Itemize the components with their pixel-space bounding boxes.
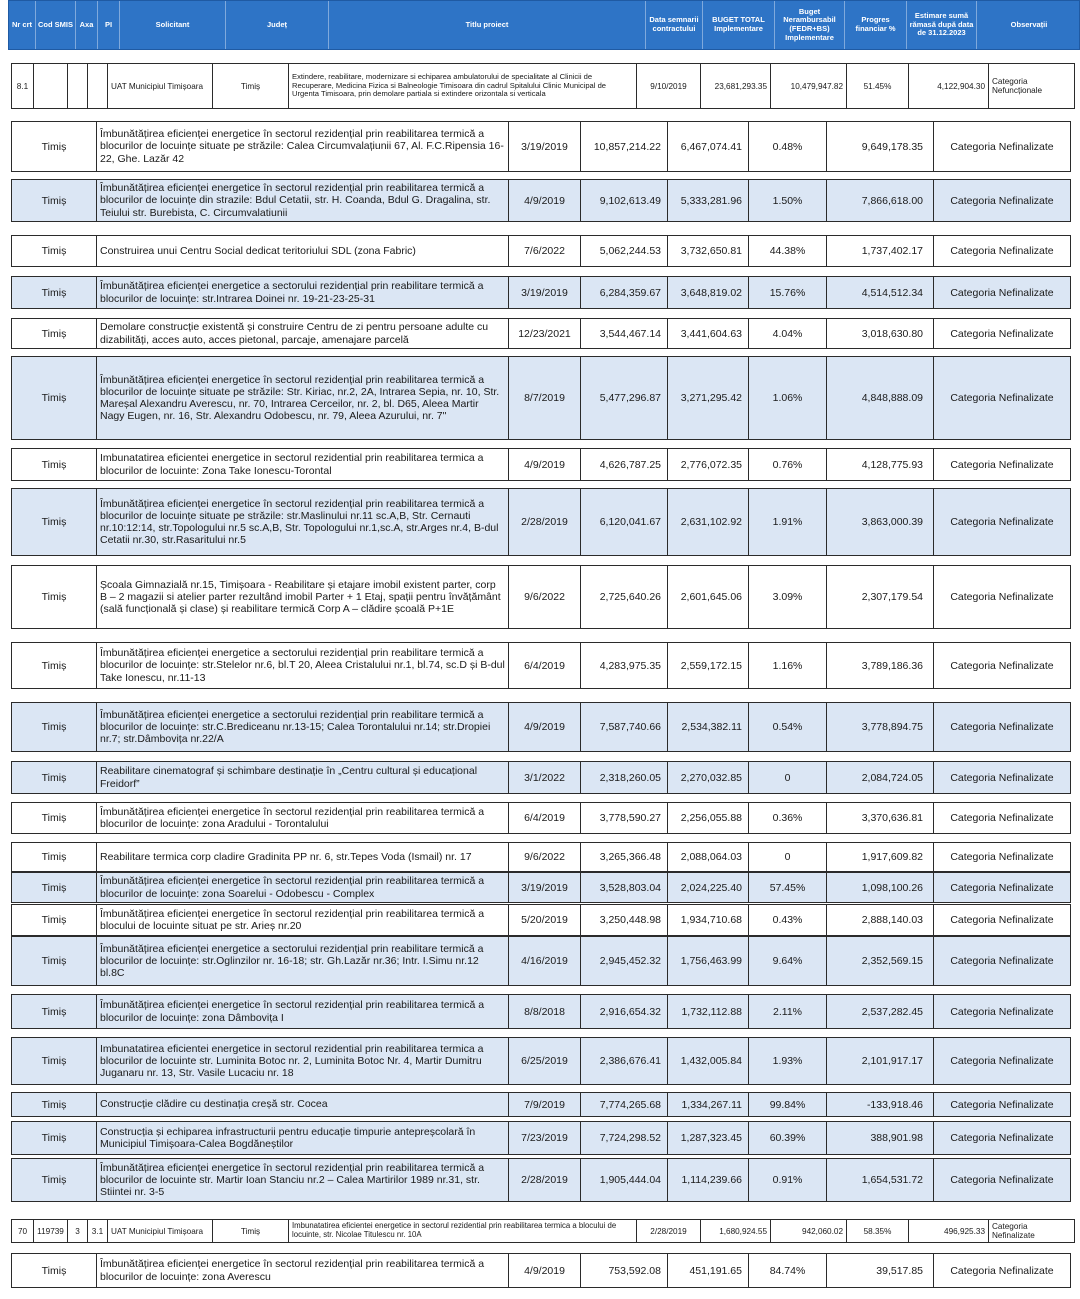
cell-judet: Timiș — [12, 277, 97, 308]
cell-data: 4/9/2019 — [509, 703, 581, 751]
cell-progres: 4.04% — [749, 319, 827, 348]
cell-titlu: Îmbunătățirea eficienței energetice în sectorul rezidențial prin reabilitarea termică a blocurilor de locuințe: zona Dâmbovița I — [97, 995, 509, 1028]
cell-progres: 1.50% — [749, 180, 827, 221]
cell-estimare: 3,789,186.36 — [827, 643, 934, 688]
cell-progres: 0.76% — [749, 449, 827, 480]
cell-estimare: 2,888,140.03 — [827, 905, 934, 935]
cell-neramb: 2,534,382.11 — [668, 703, 749, 751]
cell-titlu: Extindere, reabilitare, modernizare si echiparea ambulatorului de specialitate al Clinicii de Recuperare, Medicina Fizica si Balneologie Timisoara din cadrul Spitalului Clinic Municipal de Urgenta Timisoara, prin demolare partiala si extindere orizontala si verticala — [289, 64, 637, 108]
cell-neramb: 1,732,112.88 — [668, 995, 749, 1028]
column-header: Axa — [76, 1, 98, 49]
cell-buget: 4,626,787.25 — [581, 449, 668, 480]
cell-neramb: 3,441,604.63 — [668, 319, 749, 348]
cell-data: 4/9/2019 — [509, 449, 581, 480]
cell-progres: 1.16% — [749, 643, 827, 688]
cell-estimare: 3,863,000.39 — [827, 489, 934, 555]
table-row — [11, 904, 1071, 936]
cell-judet: Timiș — [12, 873, 97, 902]
cell-titlu: Îmbunătățirea eficienței energetice a sectorului rezidențial prin reabilitare termică a blocurilor de locuințe: str.C.Brediceanu nr.13-15; Calea Torontalului nr.14; str.Dropiei nr.7; str.Dâmbovița nr.22/A — [97, 703, 509, 751]
cell-buget: 2,916,654.32 — [581, 995, 668, 1028]
cell-estimare: 388,901.98 — [827, 1122, 934, 1154]
table-row — [11, 642, 1071, 689]
cell-buget: 3,250,448.98 — [581, 905, 668, 935]
cell-progres: 0 — [749, 843, 827, 871]
cell-buget: 3,544,467.14 — [581, 319, 668, 348]
cell-progres: 1.91% — [749, 489, 827, 555]
column-header: Estimare sumă rămasă după data de 31.12.2023 — [907, 1, 977, 49]
cell-estimare: -133,918.46 — [827, 1093, 934, 1116]
cell-judet: Timiș — [12, 449, 97, 480]
cell-titlu: Imbunatatirea eficientei energetice in sectorul rezidential prin reabilitarea termica a blocurilor de locuinte str. Luminita Botoc nr. 2, Luminita Botoc Nr. 4, Martir Dumitru Juganaru nr. 13, Str. Vasile Lucaciu nr. 18 — [97, 1038, 509, 1084]
cell-neramb: 1,432,005.84 — [668, 1038, 749, 1084]
cell-data: 3/19/2019 — [509, 873, 581, 902]
cell-neramb: 10,479,947.82 — [771, 64, 847, 108]
table-row — [11, 936, 1071, 986]
cell-neramb: 3,271,295.42 — [668, 357, 749, 439]
cell-titlu: Construcție clădire cu destinația creșă str. Cocea — [97, 1093, 509, 1116]
cell-neramb: 3,732,650.81 — [668, 236, 749, 266]
cell-estimare: 2,307,179.54 — [827, 566, 934, 628]
cell-obs: Categoria Nefinalizate — [950, 245, 1054, 257]
table-row — [11, 1158, 1071, 1202]
cell-titlu: Imbunatatirea eficientei energetice in sectorul rezidential prin reabilitarea termica a blocului de locuinte, str. Nicolae Titulescu nr. 10A — [289, 1220, 637, 1242]
cell-data: 2/28/2019 — [509, 1159, 581, 1201]
table-row — [11, 1092, 1071, 1117]
cell-data: 7/9/2019 — [509, 1093, 581, 1116]
cell-progres: 1.93% — [749, 1038, 827, 1084]
table-row — [11, 1037, 1071, 1085]
cell-buget: 5,477,296.87 — [581, 357, 668, 439]
table-row — [11, 994, 1071, 1029]
cell-estimare: 1,654,531.72 — [827, 1159, 934, 1201]
column-header: Titlu proiect — [329, 1, 646, 49]
cell-judet: Timiș — [12, 643, 97, 688]
table-row — [11, 448, 1071, 481]
cell-judet: Timiș — [12, 1159, 97, 1201]
cell-titlu: Îmbunătățirea eficienței energetice în sectorul rezidențial prin reabilitarea termică a blocurilor de locuinte str. Martir Ioan Stanciu nr.2 – Calea Martirilor 1989 nr.31, str. Stiintei nr. 3-5 — [97, 1159, 509, 1201]
cell-progres: 44.38% — [749, 236, 827, 266]
cell-buget: 753,592.08 — [581, 1254, 668, 1287]
cell-titlu: Îmbunătățirea eficienței energetice a sectorului rezidențial prin reabilitare termică a blocurilor de locuințe: str.Stelelor nr.6, bl.T 20, Aleea Cristalului nr.1, bl.74, sc.D și B-dul Take Ionescu, nr.11-13 — [97, 643, 509, 688]
cell-judet: Timiș — [12, 905, 97, 935]
table-row — [11, 488, 1071, 556]
cell-progres: 57.45% — [749, 873, 827, 902]
cell-neramb: 1,287,323.45 — [668, 1122, 749, 1154]
cell-judet: Timiș — [213, 1220, 289, 1242]
cell-estimare: 496,925.33 — [909, 1220, 989, 1242]
cell-obs: Categoria Nefinalizate — [950, 140, 1054, 153]
table-row — [11, 802, 1071, 834]
cell-progres: 0.48% — [749, 122, 827, 171]
cell-buget: 7,587,740.66 — [581, 703, 668, 751]
cell-solicitant: UAT Municipiul Timișoara — [108, 1220, 213, 1242]
cell-judet: Timiș — [12, 236, 97, 266]
cell-neramb: 2,256,055.88 — [668, 803, 749, 833]
cell-obs: Categoria Nefinalizate — [950, 881, 1054, 894]
table-row — [11, 1219, 1075, 1243]
cell-titlu: Îmbunătățirea eficienței energetice în sectorul rezidențial prin reabilitarea termică a blocurilor de locuințe situate pe străzile: str.Maslinului nr.11 sc.A,B, Str. Cernauti nr.10:12:14, str.Topologului nr.5 sc.A,B, Str. Topologului nr.1,sc.A, str.Arges nr.4, B-dul Cetatii nr.30, str.Rasaritului nr.5 — [97, 489, 509, 555]
cell-judet: Timiș — [12, 703, 97, 751]
cell-neramb: 5,333,281.96 — [668, 180, 749, 221]
table-row — [11, 702, 1071, 752]
cell-obs: Categoria Nefuncționale — [992, 77, 1043, 95]
cell-judet: Timiș — [12, 489, 97, 555]
cell-neramb: 2,270,032.85 — [668, 762, 749, 793]
table-row — [11, 565, 1071, 629]
cell-buget: 5,062,244.53 — [581, 236, 668, 266]
cell-obs: Categoria Nefinalizate — [950, 516, 1054, 528]
cell-buget: 6,120,041.67 — [581, 489, 668, 555]
cell-neramb: 2,559,172.15 — [668, 643, 749, 688]
cell-buget: 6,284,359.67 — [581, 277, 668, 308]
cell-judet: Timiș — [12, 937, 97, 985]
cell-obs: Categoria Nefinalizate — [950, 1132, 1054, 1144]
cell-buget: 4,283,975.35 — [581, 643, 668, 688]
column-header: Solicitant — [120, 1, 226, 49]
cell-data: 7/6/2022 — [509, 236, 581, 266]
cell-axa: 3 — [68, 1220, 88, 1242]
cell-estimare: 2,101,917.17 — [827, 1038, 934, 1084]
cell-progres: 0.54% — [749, 703, 827, 751]
cell-buget: 1,905,444.04 — [581, 1159, 668, 1201]
column-header: Progres financiar % — [845, 1, 907, 49]
cell-data: 4/9/2019 — [509, 1254, 581, 1287]
table-row — [11, 872, 1071, 903]
cell-data: 9/6/2022 — [509, 566, 581, 628]
column-header: Data semnarii contractului — [646, 1, 703, 49]
cell-buget: 7,774,265.68 — [581, 1093, 668, 1116]
cell-estimare: 4,848,888.09 — [827, 357, 934, 439]
cell-titlu: Îmbunătățirea eficienței energetice în sectorul rezidențial prin reabilitarea termică a blocurilor de locuințe situate pe străzile: Str. Kiriac, nr.2, 2A, Intrarea Sepia, nr. 10, Str. Mareșal Alexandru Averescu, nr. 70, Intrarea Cerceilor, nr. 2, bl. D65, Aleea Martir Nagy Eugen, nr. 16, Str. Alexandru Odobescu, nr. 79, Aleea Azurului, nr. 7" — [97, 357, 509, 439]
cell-neramb: 2,631,102.92 — [668, 489, 749, 555]
cell-axa — [68, 64, 88, 108]
cell-obs: Categoria Nefinalizate — [950, 721, 1054, 733]
cell-buget: 9,102,613.49 — [581, 180, 668, 221]
cell-buget: 1,680,924.55 — [701, 1220, 771, 1242]
cell-judet: Timiș — [12, 357, 97, 439]
table-row — [11, 1253, 1071, 1288]
cell-estimare: 1,098,100.26 — [827, 873, 934, 902]
cell-obs: Categoria Nefinalizate — [950, 955, 1054, 967]
cell-progres: 60.39% — [749, 1122, 827, 1154]
cell-judet: Timiș — [12, 1038, 97, 1084]
cell-buget: 3,528,803.04 — [581, 873, 668, 902]
cell-titlu: Reabilitare cinematograf și schimbare destinație în „Centru cultural și educațional Freidorf” — [97, 762, 509, 793]
cell-estimare: 4,122,904.30 — [909, 64, 989, 108]
cell-judet: Timiș — [12, 180, 97, 221]
column-header: PI — [98, 1, 120, 49]
cell-buget: 10,857,214.22 — [581, 122, 668, 171]
table-row — [11, 842, 1071, 872]
cell-progres: 15.76% — [749, 277, 827, 308]
cell-nr: 8.1 — [12, 64, 34, 108]
cell-data: 3/19/2019 — [509, 277, 581, 308]
cell-neramb: 3,648,819.02 — [668, 277, 749, 308]
column-header: Observații — [1010, 19, 1048, 29]
cell-progres: 3.09% — [749, 566, 827, 628]
cell-neramb: 1,934,710.68 — [668, 905, 749, 935]
cell-titlu: Reabilitare termica corp cladire Gradinita PP nr. 6, str.Tepes Voda (Ismail) nr. 17 — [97, 843, 509, 871]
cell-data: 6/4/2019 — [509, 803, 581, 833]
cell-judet: Timiș — [12, 803, 97, 833]
column-header: Buget Nerambursabil (FEDR+BS) Implementare — [775, 1, 845, 49]
cell-smis: 119739 — [34, 1220, 68, 1242]
column-header: BUGET TOTAL Implementare — [703, 1, 775, 49]
cell-progres: 0.91% — [749, 1159, 827, 1201]
cell-estimare: 3,018,630.80 — [827, 319, 934, 348]
cell-data: 9/10/2019 — [637, 64, 701, 108]
cell-buget: 2,386,676.41 — [581, 1038, 668, 1084]
table-row — [11, 235, 1071, 267]
table-row — [11, 318, 1071, 349]
cell-progres: 2.11% — [749, 995, 827, 1028]
cell-titlu: Îmbunătățirea eficienței energetice în sectorul rezidențial prin reabilitarea termică a blocurilor de locuințe: zona Soarelui - Odobescu - Complex — [97, 873, 509, 902]
cell-estimare: 9,649,178.35 — [827, 122, 934, 171]
cell-pi — [88, 64, 108, 108]
cell-obs: Categoria Nefinalizate — [950, 1174, 1054, 1186]
cell-obs: Categoria Nefinalizate — [950, 458, 1054, 471]
cell-titlu: Construirea unui Centru Social dedicat teritoriului SDL (zona Fabric) — [97, 236, 509, 266]
cell-data: 6/4/2019 — [509, 643, 581, 688]
cell-estimare: 3,778,894.75 — [827, 703, 934, 751]
cell-estimare: 2,084,724.05 — [827, 762, 934, 793]
cell-obs: Categoria Nefinalizate — [950, 659, 1054, 672]
cell-nr: 70 — [12, 1220, 34, 1242]
cell-smis — [34, 64, 68, 108]
cell-judet: Timiș — [12, 843, 97, 871]
cell-neramb: 2,601,645.06 — [668, 566, 749, 628]
table-header — [8, 0, 1080, 50]
cell-judet: Timiș — [213, 64, 289, 108]
cell-data: 9/6/2022 — [509, 843, 581, 871]
cell-data: 2/28/2019 — [637, 1220, 701, 1242]
cell-data: 6/25/2019 — [509, 1038, 581, 1084]
cell-obs: Categoria Nefinalizate — [950, 194, 1054, 207]
cell-estimare: 1,737,402.17 — [827, 236, 934, 266]
cell-progres: 0 — [749, 762, 827, 793]
cell-obs: Categoria Nefinalizate — [950, 1005, 1054, 1018]
cell-progres: 9.64% — [749, 937, 827, 985]
cell-titlu: Îmbunătățirea eficienței energetice a sectorului rezidențial prin reabilitare termică a blocurilor de locuințe: str.Oglinzilor nr. 16-18; str. Gh.Lazăr nr.36; Intr. I.Simu nr.12 bl.8C — [97, 937, 509, 985]
cell-estimare: 4,514,512.34 — [827, 277, 934, 308]
table-row — [11, 63, 1075, 109]
cell-obs: Categoria Nefinalizate — [950, 1098, 1054, 1111]
cell-judet: Timiș — [12, 1093, 97, 1116]
table-row — [11, 179, 1071, 222]
cell-titlu: Imbunatatirea eficientei energetice in sectorul rezidential prin reabilitarea termica a blocurilor de locuinte: Zona Take Ionescu-Torontal — [97, 449, 509, 480]
cell-data: 5/20/2019 — [509, 905, 581, 935]
cell-neramb: 451,191.65 — [668, 1254, 749, 1287]
cell-buget: 23,681,293.35 — [701, 64, 771, 108]
cell-data: 4/16/2019 — [509, 937, 581, 985]
cell-neramb: 1,756,463.99 — [668, 937, 749, 985]
cell-judet: Timiș — [12, 995, 97, 1028]
cell-judet: Timiș — [12, 566, 97, 628]
table-row — [11, 276, 1071, 309]
cell-judet: Timiș — [12, 762, 97, 793]
cell-obs: Categoria Nefinalizate — [950, 591, 1054, 603]
cell-obs: Categoria Nefinalizate — [950, 812, 1054, 824]
cell-titlu: Demolare construcție existentă și construire Centru de zi pentru persoane adulte cu dizabilități, acces auto, acces pietonal, parcaje, amenajare parcelă — [97, 319, 509, 348]
cell-buget: 2,945,452.32 — [581, 937, 668, 985]
cell-buget: 2,318,260.05 — [581, 762, 668, 793]
cell-estimare: 2,537,282.45 — [827, 995, 934, 1028]
column-header: Nr crt — [9, 1, 36, 49]
cell-progres: 1.06% — [749, 357, 827, 439]
cell-obs: Categoria Nefinalizate — [950, 914, 1054, 926]
cell-titlu: Îmbunătățirea eficienței energetice în sectorul rezidențial prin reabilitarea termică a blocurilor de locuințe din strazile: Bdul Cetatii, str. H. Coanda, Bdul G. Dragalina, str. Teiului str. Burebista, C. Circumvalatiunii — [97, 180, 509, 221]
cell-obs: Categoria Nefinalizate — [950, 851, 1054, 863]
cell-neramb: 6,467,074.41 — [668, 122, 749, 171]
cell-obs: Categoria Nefinalizate — [950, 327, 1054, 340]
cell-buget: 2,725,640.26 — [581, 566, 668, 628]
cell-buget: 3,265,366.48 — [581, 843, 668, 871]
cell-neramb: 1,334,267.11 — [668, 1093, 749, 1116]
cell-progres: 99.84% — [749, 1093, 827, 1116]
cell-buget: 3,778,590.27 — [581, 803, 668, 833]
cell-titlu: Îmbunătățirea eficienței energetice în sectorul rezidențial prin reabilitarea termică a blocului de locuinte situat pe str. Arieș nr.20 — [97, 905, 509, 935]
cell-progres: 84.74% — [749, 1254, 827, 1287]
cell-obs: Categoria Nefinalizate — [950, 771, 1054, 784]
cell-data: 3/1/2022 — [509, 762, 581, 793]
cell-titlu: Școala Gimnazială nr.15, Timișoara - Reabilitare și etajare imobil existent parter, corp B – 2 magazii si atelier parter rezultând imobil Parter + 1 Etaj, spații pentru învățământ (sală funcțională și clase) și reabilitare termică Corp A – clădire școală P+1E — [97, 566, 509, 628]
table-row — [11, 356, 1071, 440]
cell-data: 8/7/2019 — [509, 357, 581, 439]
cell-neramb: 942,060.02 — [771, 1220, 847, 1242]
cell-obs: Categoria Nefinalizate — [992, 1222, 1035, 1240]
cell-data: 7/23/2019 — [509, 1122, 581, 1154]
cell-progres: 0.36% — [749, 803, 827, 833]
cell-estimare: 39,517.85 — [827, 1254, 934, 1287]
cell-estimare: 7,866,618.00 — [827, 180, 934, 221]
cell-data: 8/8/2018 — [509, 995, 581, 1028]
column-header: Județ — [226, 1, 329, 49]
table-row — [11, 761, 1071, 794]
cell-estimare: 1,917,609.82 — [827, 843, 934, 871]
cell-buget: 7,724,298.52 — [581, 1122, 668, 1154]
cell-data: 4/9/2019 — [509, 180, 581, 221]
cell-estimare: 3,370,636.81 — [827, 803, 934, 833]
cell-progres: 0.43% — [749, 905, 827, 935]
cell-judet: Timiș — [12, 1254, 97, 1287]
cell-obs: Categoria Nefinalizate — [950, 1055, 1054, 1067]
cell-judet: Timiș — [12, 122, 97, 171]
cell-data: 2/28/2019 — [509, 489, 581, 555]
cell-judet: Timiș — [12, 1122, 97, 1154]
table-row — [11, 1121, 1071, 1155]
cell-obs: Categoria Nefinalizate — [950, 286, 1054, 299]
cell-judet: Timiș — [12, 319, 97, 348]
cell-pi: 3.1 — [88, 1220, 108, 1242]
cell-data: 12/23/2021 — [509, 319, 581, 348]
cell-progres: 58.35% — [847, 1220, 909, 1242]
column-header: Cod SMIS — [36, 1, 76, 49]
cell-obs: Categoria Nefinalizate — [950, 392, 1054, 404]
cell-estimare: 4,128,775.93 — [827, 449, 934, 480]
cell-obs: Categoria Nefinalizate — [950, 1264, 1054, 1277]
table-row — [11, 121, 1071, 172]
cell-titlu: Îmbunătățirea eficienței energetice în sectorul rezidențial prin reabilitarea termică a blocurilor de locuințe: zona Aradului - Torontalului — [97, 803, 509, 833]
cell-neramb: 2,024,225.40 — [668, 873, 749, 902]
cell-estimare: 2,352,569.15 — [827, 937, 934, 985]
cell-data: 3/19/2019 — [509, 122, 581, 171]
cell-solicitant: UAT Municipiul Timișoara — [108, 64, 213, 108]
cell-titlu: Îmbunătățirea eficienței energetice în sectorul rezidențial prin reabilitarea termică a blocurilor de locuințe: zona Averescu — [97, 1254, 509, 1287]
cell-neramb: 2,088,064.03 — [668, 843, 749, 871]
cell-titlu: Îmbunătățirea eficienței energetice în sectorul rezidențial prin reabilitarea termică a blocurilor de locuințe situate pe străzile: Calea Circumvalațiunii 67, Al. F.C.Ripensia 16-22, Ghe. Lazăr 42 — [97, 122, 509, 171]
cell-neramb: 2,776,072.35 — [668, 449, 749, 480]
cell-titlu: Construcția și echiparea infrastructurii pentru educație timpurie antepreșcolară în Municipiul Timișoara-Calea Bogdăneștilor — [97, 1122, 509, 1154]
cell-titlu: Îmbunătățirea eficienței energetice a sectorului rezidențial prin reabilitare termică a blocurilor de locuințe: str.Intrarea Doinei nr. 19-21-23-25-31 — [97, 277, 509, 308]
cell-progres: 51.45% — [847, 64, 909, 108]
cell-neramb: 1,114,239.66 — [668, 1159, 749, 1201]
